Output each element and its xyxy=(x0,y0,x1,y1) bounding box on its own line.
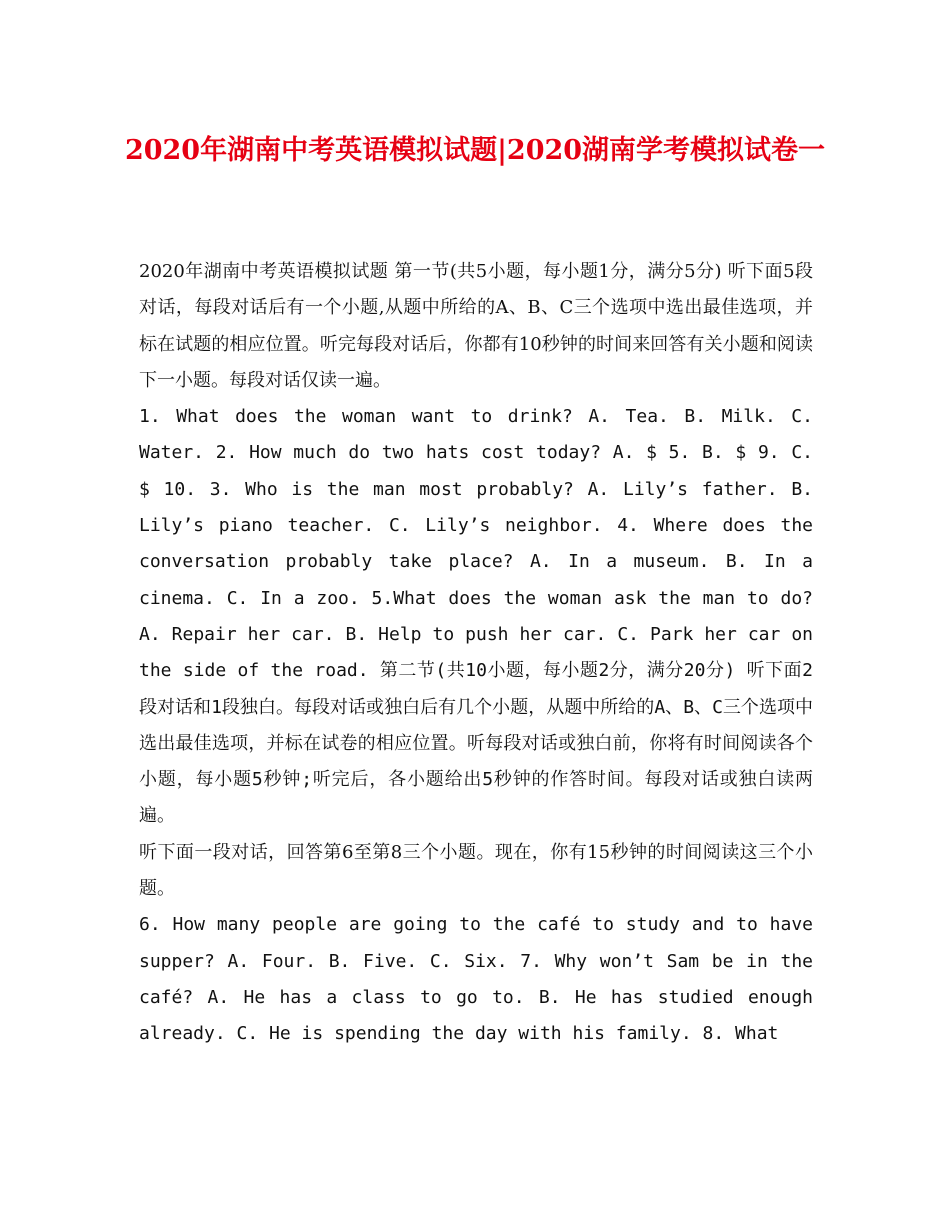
document-title: 2020年湖南中考英语模拟试题|2020湖南学考模拟试卷一 xyxy=(124,135,826,166)
paragraph-instructions-q6-8: 听下面一段对话，回答第6至第8三个小题。现在，你有15秒钟的时间阅读这三个小题。 xyxy=(139,841,813,900)
paragraph-questions-1-5: 1. What does the woman want to drink? A. Tea. B. Milk. C. Water. 2. How much do two hats cost today? A. $ 5. B. $ 9. C. $ 10. 3. Who is the man most probably? A. Lily’s father. B. Lily’s piano teacher. C. Lily’s neighbor. 4. Where does the conversation probably take place? A. In a museum. B. In a cinema. C. In a zoo. 5.What does the woman ask the man to do? A. Repair her car. B. Help to push her car. C. Park her car on the side of the road. 第二节(共10小题，每小题2分，满分20分) 听下面2段对话和1段独白。每段对话或独白后有几个小题，从题中所给的A、B、C三个选项中选出最佳选项，并标在试卷的相应位置。听每段对话或独白前，你将有时间阅读各个小题，每小题5秒钟;听完后，各小题给出5秒钟的作答时间。每段对话或独白读两遍。 xyxy=(139,406,813,827)
document-body xyxy=(139,254,813,1053)
paragraph-questions-6-8: 6. How many people are going to the café to study and to have supper? A. Four. B. Five. C. Six. 7. Why won’t Sam be in the café? A. He has a class to go to. B. He has studied enough already. C. He is spending the day with his family. 8. What xyxy=(139,914,813,1045)
paragraph-instructions-part1: 2020年湖南中考英语模拟试题 第一节(共5小题，每小题1分，满分5分) 听下面5段对话，每段对话后有一个小题,从题中所给的A、B、C三个选项中选出最佳选项，并标在试题的相应位置。听完每段对话后，你都有10秒钟的时间来回答有关小题和阅读下一小题。每段对话仅读一遍。 xyxy=(139,261,813,391)
